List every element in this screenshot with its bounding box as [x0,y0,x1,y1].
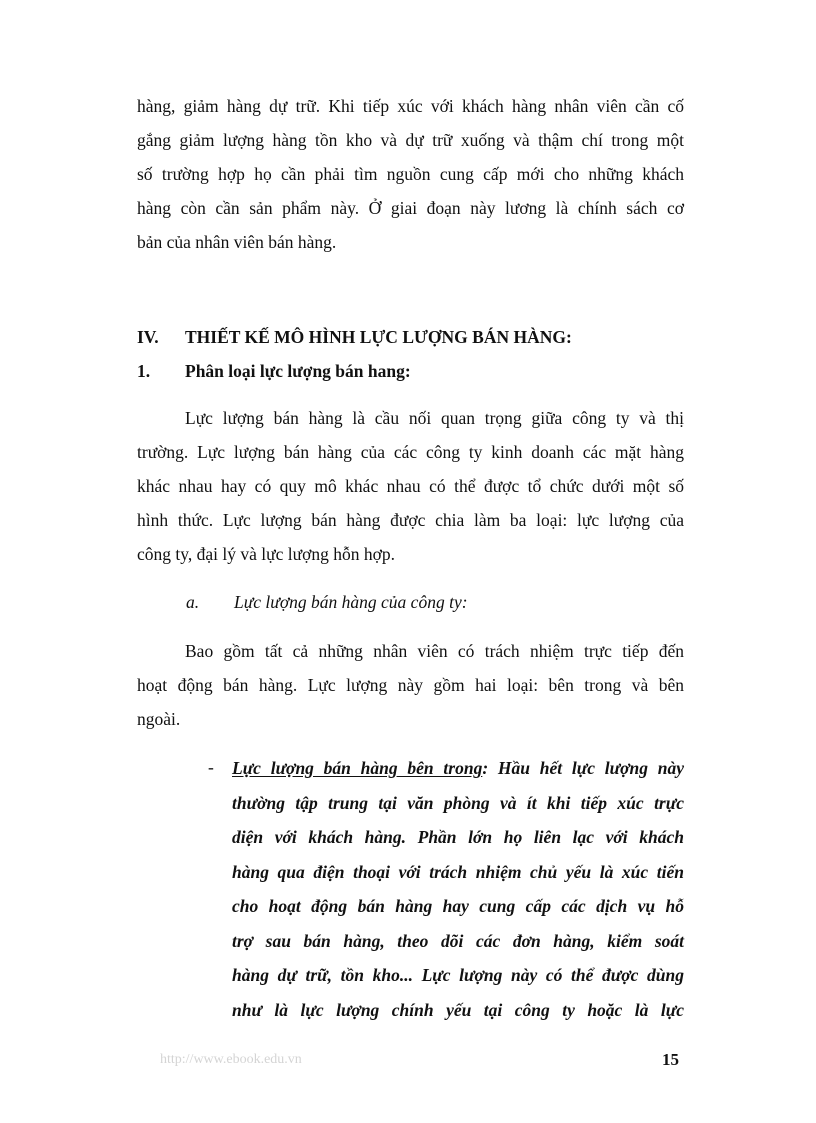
paragraph-3 [137,634,684,736]
section-number: IV. [137,327,159,347]
paragraph-2-line: trường. Lực lượng bán hàng của các công ty kinh doanh các mặt hàng [137,442,684,462]
paragraph-1-line: bản của nhân viên bán hàng. [137,232,337,252]
paragraph-1-line: số trường hợp họ cần phải tìm nguồn cung cấp mới cho những khách [137,164,684,184]
paragraph-2-line: công ty, đại lý và lực lượng hỗn hợp. [137,544,395,564]
subsection-heading [137,361,411,382]
bullet-lead-term: Lực lượng bán hàng bên trong [232,758,483,778]
section-heading [137,327,572,348]
item-a-title: Lực lượng bán hàng của công ty: [234,592,468,612]
paragraph-1-line: hàng, giảm hàng dự trữ. Khi tiếp xúc với khách hàng nhân viên cần cố [137,96,684,116]
paragraph-1 [137,89,684,259]
bullet-item [232,751,684,1027]
subsection-title: Phân loại lực lượng bán hang: [185,361,411,381]
paragraph-1-line: gắng giảm lượng hàng tồn kho và dự trữ xuống và thậm chí trong một [137,130,684,150]
paragraph-2-line: Lực lượng bán hàng là cầu nối quan trọng giữa công ty và thị [185,408,684,428]
paragraph-1-line: hàng còn cần sản phẩm này. Ở giai đoạn này lương là chính sách cơ [137,198,684,218]
section-title: THIẾT KẾ MÔ HÌNH LỰC LƯỢNG BÁN HÀNG: [185,327,572,347]
page-number: 15 [662,1050,679,1069]
paragraph-3-line: ngoài. [137,709,181,729]
bullet-line: như là lực lượng chính yếu tại công ty hoặc là lực [232,999,684,1020]
subsection-number: 1. [137,361,151,381]
paragraph-3-line: Bao gồm tất cả những nhân viên có trách nhiệm trực tiếp đến [185,641,684,661]
item-a-letter: a. [186,592,200,612]
bullet-line: trợ sau bán hàng, theo dõi các đơn hàng, kiểm soát [232,930,684,951]
bullet-line: cho hoạt động bán hàng hay cung cấp các dịch vụ hỗ [232,896,684,916]
item-a-heading [186,592,468,613]
bullet-first-line [232,751,684,786]
paragraph-2-line: khác nhau hay có quy mô khác nhau có thể được tổ chức dưới một số [137,476,684,496]
paragraph-2 [137,401,684,571]
bullet-line: hàng qua điện thoại với trách nhiệm chủ yếu là xúc tiến [232,861,684,882]
bullet-dash: - [208,757,214,777]
paragraph-2-line: hình thức. Lực lượng bán hàng được chia làm ba loại: lực lượng của [137,510,684,530]
bullet-line: hàng dự trữ, tồn kho... Lực lượng này có thể được dùng [232,965,684,985]
bullet-line: thường tập trung tại văn phòng và ít khi tiếp xúc trực [232,792,684,813]
footer-url: http://www.ebook.edu.vn [160,1052,302,1067]
paragraph-3-line: hoạt động bán hàng. Lực lượng này gồm hai loại: bên trong và bên [137,675,684,695]
bullet-line: diện với khách hàng. Phần lớn họ liên lạc với khách [232,827,684,847]
bullet-first-line-rest: : Hầu hết lực lượng này [482,758,685,778]
